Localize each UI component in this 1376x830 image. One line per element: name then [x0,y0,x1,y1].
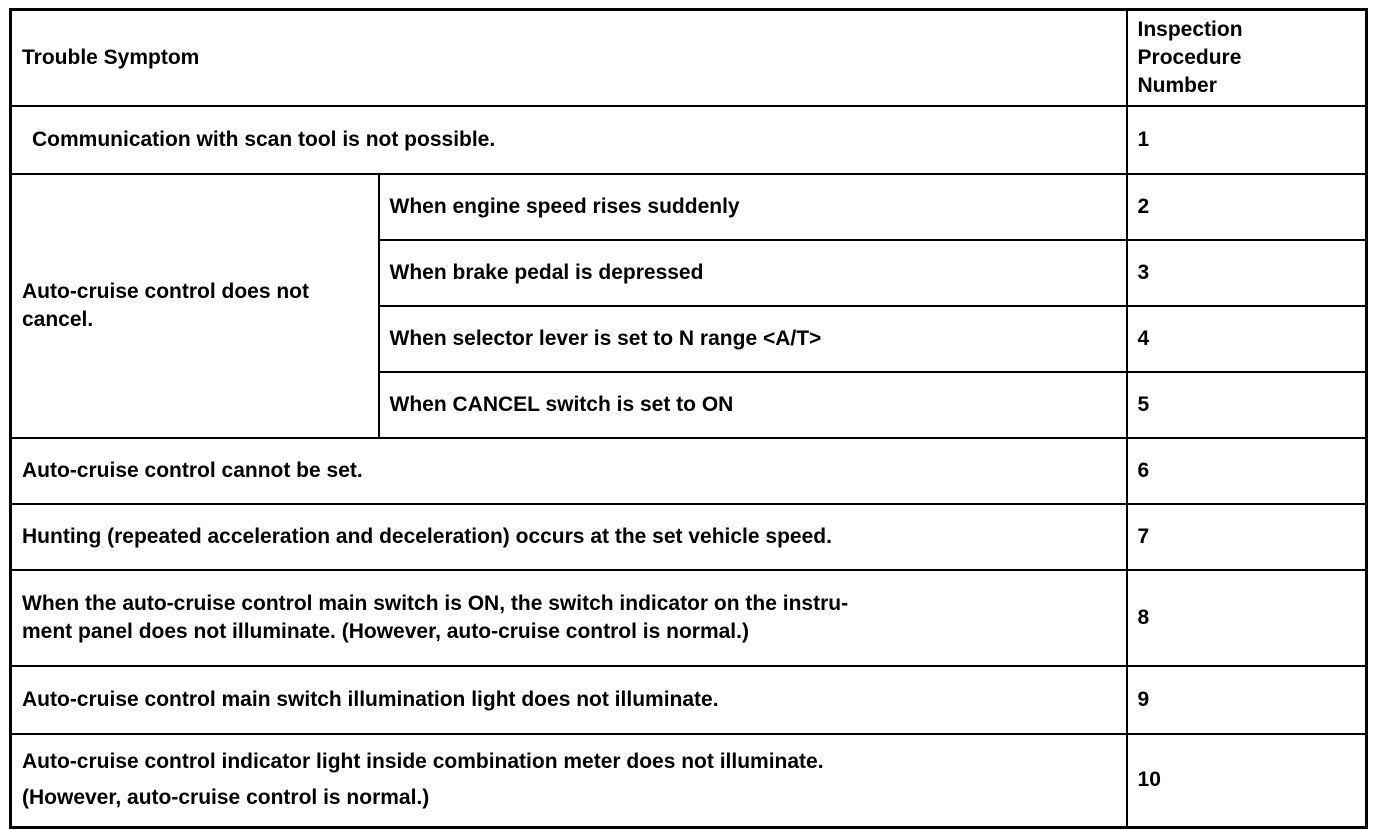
procedure-number-cell: 4 [1127,306,1367,372]
symptom-cell [11,570,1127,666]
procedure-number-cell: 2 [1127,174,1367,240]
table-row [11,570,1367,666]
procedure-number-cell: 6 [1127,438,1367,504]
header-trouble-symptom: Trouble Symptom [11,10,1127,106]
table-row [11,504,1367,570]
symptom-line: Auto-cruise control indicator light inside combination meter does not illuminate. [22,750,824,774]
procedure-number-cell: 1 [1127,106,1367,174]
table-row [11,106,1367,174]
procedure-number-cell: 3 [1127,240,1367,306]
symptom-line: When the auto-cruise control main switch is ON, the switch indicator on the instru- [22,591,849,615]
symptom-line: ment panel does not illuminate. (However, auto-cruise control is normal.) [22,619,749,643]
condition-cell: When CANCEL switch is set to ON [379,372,1127,438]
symptom-cell: Auto-cruise control cannot be set. [11,438,1127,504]
trouble-symptom-table [9,8,1368,829]
header-number-line2: Procedure [1137,45,1242,69]
table-header-row [11,10,1367,106]
procedure-number-cell: 5 [1127,372,1367,438]
symptom-cell [11,734,1127,828]
procedure-number-cell: 8 [1127,570,1367,666]
symptom-line: (However, auto-cruise control is normal.) [22,786,430,810]
procedure-number-cell: 9 [1127,666,1367,734]
condition-cell: When brake pedal is depressed [379,240,1127,306]
header-inspection-procedure-number [1127,10,1367,106]
symptom-cell: Communication with scan tool is not possible. [11,106,1127,174]
symptom-group-cell: Auto-cruise control does not cancel. [11,174,379,438]
header-number-line1: Inspection [1137,17,1243,41]
condition-cell: When engine speed rises suddenly [379,174,1127,240]
table-row [11,734,1367,828]
symptom-cell: Hunting (repeated acceleration and deceleration) occurs at the set vehicle speed. [11,504,1127,570]
condition-cell: When selector lever is set to N range <A/T> [379,306,1127,372]
procedure-number-cell: 10 [1127,734,1367,828]
table-row [11,438,1367,504]
header-number-line3: Number [1137,73,1217,97]
table-row [11,666,1367,734]
symptom-cell: Auto-cruise control main switch illumination light does not illuminate. [11,666,1127,734]
procedure-number-cell: 7 [1127,504,1367,570]
table-row [11,174,1367,240]
